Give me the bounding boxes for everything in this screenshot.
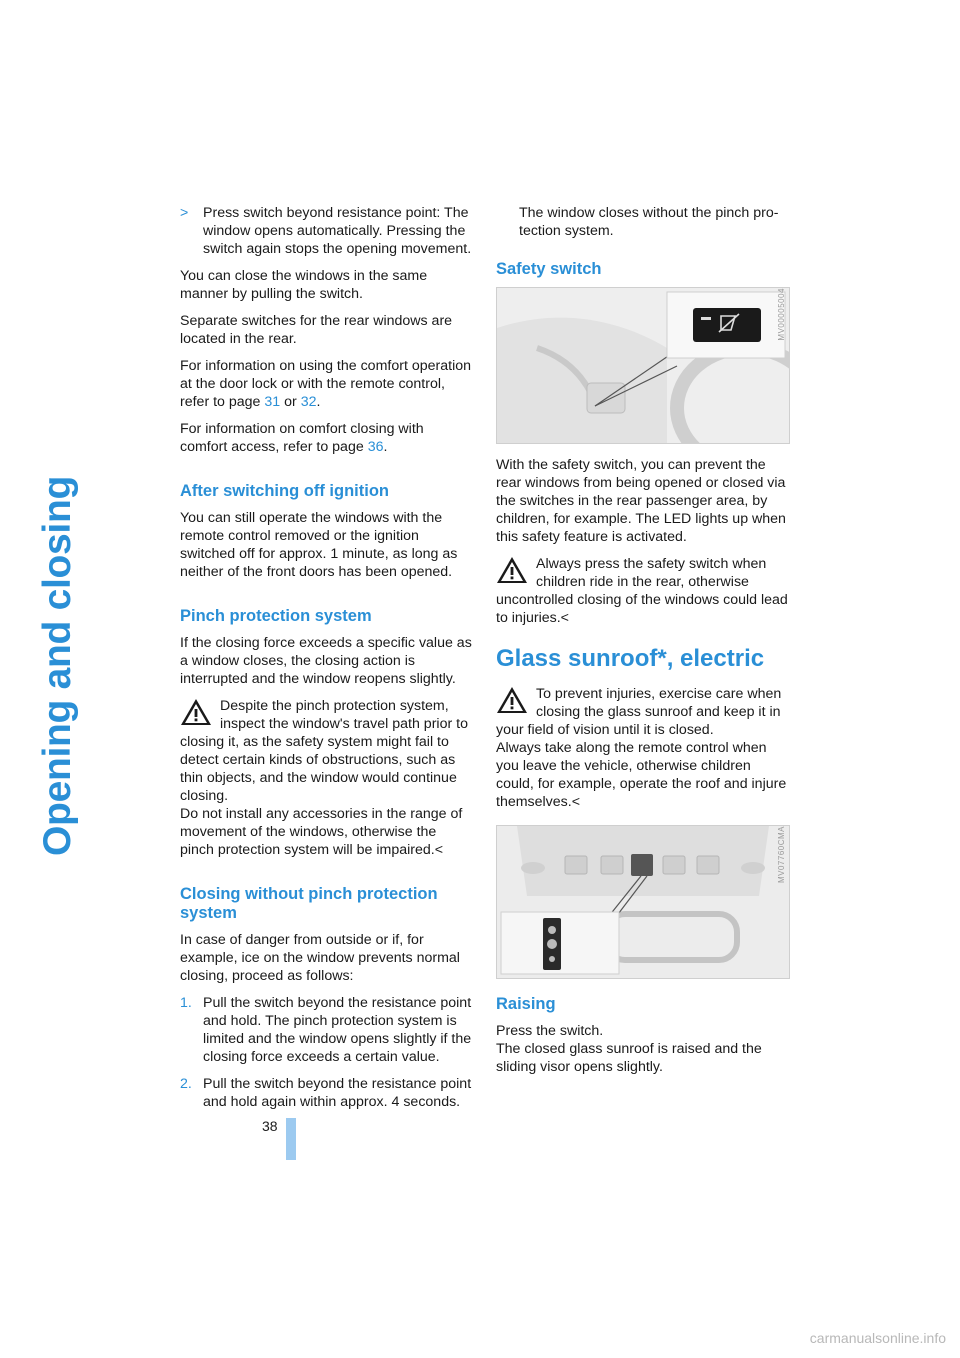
figure-code: MV07760CMA — [777, 826, 786, 884]
step-marker: 2. — [180, 1076, 192, 1092]
warning-sunroof: To prevent injuries, exercise care when closing the glass sunroof and keep it in your field of vision until it is closed. Always take along the remote control when you leave the vehicle, otherwise children could, for example, operate the roof and injure themselves.< — [496, 686, 787, 810]
heading-closing-without: Closing without pinch protection system — [180, 885, 438, 922]
right-column — [496, 204, 790, 1085]
list-item-step-2 — [180, 1075, 474, 1111]
warning-icon — [496, 555, 528, 585]
paragraph-close: You can close the windows in the same manner by pulling the switch. — [180, 268, 428, 302]
heading-safety-switch: Safety switch — [496, 260, 602, 278]
paragraph-pinch: If the closing force exceeds a specific value as a window closes, the closing action is interrupted and the window reopens slightly. — [180, 635, 472, 687]
paragraph-comfort: For information on using the comfort operation at the door lock or with the remote control, refer to page 31 or 32. — [180, 358, 471, 410]
warning-icon — [496, 685, 528, 715]
warning-safety: Always press the safety switch when children ride in the rear, otherwise uncontrolled closing of the windows could lead to injuries.< — [496, 556, 788, 626]
page-link-32[interactable]: 32 — [300, 394, 317, 410]
list-item — [180, 204, 474, 258]
paragraph-continuation: The window closes without the pinch protection system. — [519, 205, 779, 239]
safety-switch-illustration — [496, 287, 790, 444]
step-text: Pull the switch beyond the resistance point and hold. The pinch protection system is limited and the window opens slightly if the closing force exceeds a certain value. — [203, 995, 472, 1065]
watermark: carmanualsonline.info — [809, 1330, 946, 1346]
left-column — [180, 204, 474, 1120]
figure-code: MV00005004 — [777, 288, 786, 341]
step-text: Pull the switch beyond the resistance point and hold again within approx. 4 seconds. — [203, 1076, 472, 1110]
page-number: 38 — [262, 1118, 278, 1134]
bullet-marker: > — [180, 205, 189, 221]
bullet-text: Press switch beyond resistance point: The window opens automatically. Pressing the switch again stops the opening movement. — [203, 205, 472, 257]
heading-glass-sunroof: Glass sunroof*, electric — [496, 645, 765, 672]
end-mark: < — [434, 842, 443, 858]
end-mark: < — [560, 610, 569, 626]
paragraph-rear: Separate switches for the rear windows are located in the rear. — [180, 313, 453, 347]
warning-icon — [180, 697, 212, 727]
warning-pinch: Despite the pinch protection system, inspect the window's travel path prior to closing it, as the safety system might fail to detect certain kinds of obstructions, such as thin objects, and the window would continue closing. Do not install any accessories in the range of movement of the windows, otherwise the pinch protection system will be impaired.< — [180, 698, 468, 858]
end-mark: < — [571, 794, 580, 810]
list-item-step-1 — [180, 994, 474, 1066]
heading-pinch-protection: Pinch protection system — [180, 607, 372, 625]
door-panel-drawing — [497, 288, 789, 443]
paragraph-raising: Press the switch. The closed glass sunroof is raised and the sliding visor opens slightly. — [496, 1023, 762, 1075]
paragraph-comfort-access: For information on comfort closing with comfort access, refer to page 36. — [180, 421, 424, 455]
paragraph-safety: With the safety switch, you can prevent the rear windows from being opened or closed via the switches in the rear passenger area, by children, for example. The LED lights up when this safety feature is activated. — [496, 457, 786, 545]
overhead-console-drawing — [497, 826, 789, 978]
page-bar — [286, 1118, 296, 1160]
paragraph-after-ignition: You can still operate the windows with the remote control removed or the ignition switched off for approx. 1 minute, as long as neither of the front doors has been opened. — [180, 510, 458, 580]
heading-raising: Raising — [496, 995, 556, 1013]
paragraph-closing-without: In case of danger from outside or if, for example, ice on the window prevents normal closing, proceed as follows: — [180, 932, 460, 984]
page-link-31[interactable]: 31 — [264, 394, 281, 410]
sunroof-switch-illustration — [496, 825, 790, 979]
heading-after-ignition: After switching off ignition — [180, 482, 389, 500]
step-marker: 1. — [180, 995, 192, 1011]
page-link-36[interactable]: 36 — [367, 439, 384, 455]
